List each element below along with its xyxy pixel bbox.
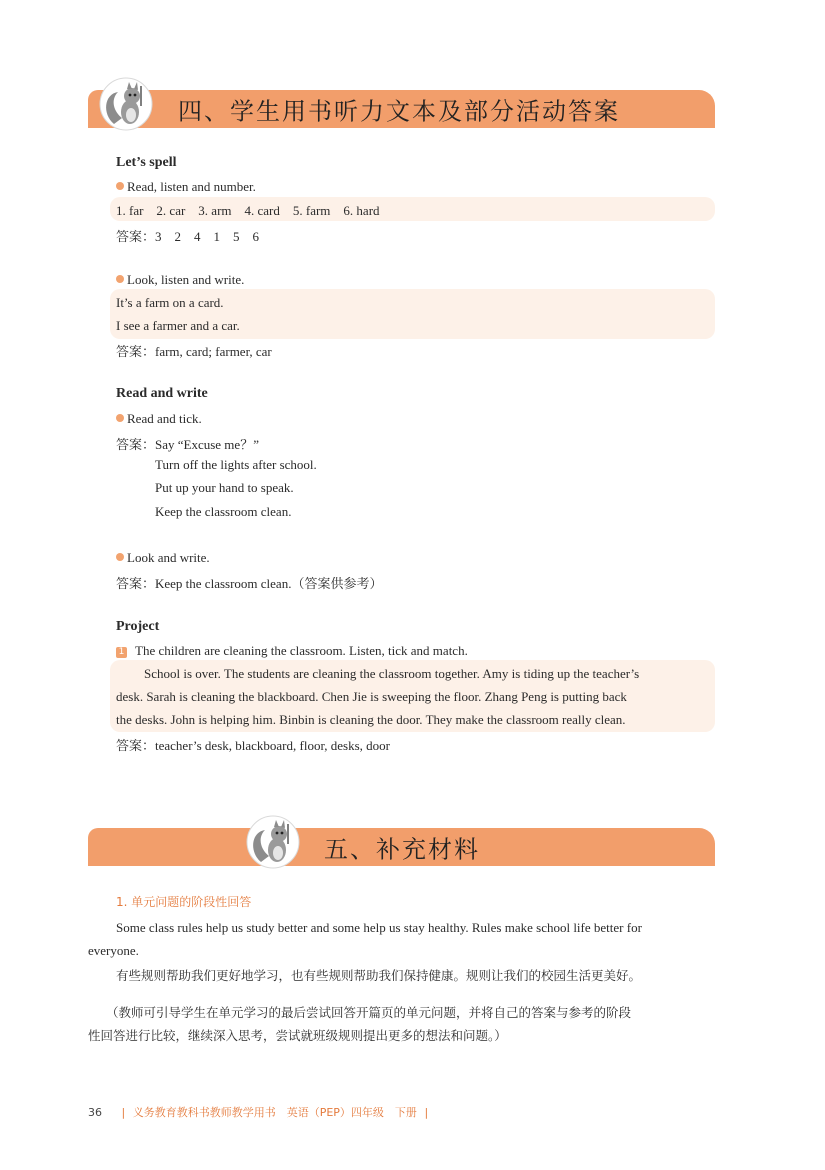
footer-divider: | (424, 1106, 429, 1119)
section4-title: 四、学生用书听力文本及部分活动答案 (178, 97, 620, 126)
bullet-icon (116, 414, 124, 422)
section5-cn-line: 有些规则帮助我们更好地学习，也有些规则帮助我们保持健康。规则让我们的校园生活更美好。 (116, 968, 642, 983)
project-para-line2: desk. Sarah is cleaning the blackboard. Chen Jie is sweeping the floor. Zhang Peng is putting back (116, 689, 627, 704)
footer-book-title: 义务教育教科书教师教学用书 英语（PEP）四年级 下册 (132, 1106, 417, 1119)
project-answer: 答案：teacher’s desk, blackboard, floor, desks, door (116, 738, 390, 753)
lets-spell-item1-instruction: Read, listen and number. (116, 179, 256, 195)
read-write-heading: Read and write (116, 386, 208, 401)
read-write-answer-line3: Put up your hand to speak. (155, 480, 294, 495)
number-badge: 1 (116, 647, 127, 658)
read-write-answer-line1: 答案：Say “Excuse me？” (116, 437, 259, 452)
section5-en-line1: Some class rules help us study better and some help us stay healthy. Rules make school life better for (116, 920, 642, 935)
lets-spell-text-line2: I see a farmer and a car. (116, 318, 240, 333)
project-para-line3: the desks. John is helping him. Binbin is cleaning the door. They make the classroom really clean. (116, 712, 626, 727)
lets-spell-item2-instruction: Look, listen and write. (116, 272, 244, 288)
read-write-item2-instruction: Look and write. (116, 550, 210, 566)
bullet-icon (116, 275, 124, 283)
squirrel-mascot-icon (96, 76, 156, 132)
section5-title: 五、补充材料 (324, 835, 480, 864)
bullet-icon (116, 553, 124, 561)
lets-spell-heading: Let’s spell (116, 155, 177, 170)
section5-banner (88, 828, 715, 866)
bullet-icon (116, 182, 124, 190)
project-instruction: 1 The children are cleaning the classroom. Listen, tick and match. (116, 643, 468, 659)
lets-spell-text-line1: It’s a farm on a card. (116, 295, 224, 310)
read-write-answer-line2: Turn off the lights after school. (155, 457, 317, 472)
project-para-line1: School is over. The students are cleaning the classroom together. Amy is tiding up the teacher’s (144, 666, 640, 681)
lets-spell-item2-answer: 答案：farm, card; farmer, car (116, 344, 272, 359)
lets-spell-item1-answer: 答案：3 2 4 1 5 6 (116, 229, 260, 244)
section5-en-line2: everyone. (88, 943, 139, 958)
read-write-item2-answer: 答案：Keep the classroom clean.（答案供参考） (116, 576, 383, 591)
section5-note-line1: （教师可引导学生在单元学习的最后尝试回答开篇页的单元问题，并将自己的答案与参考的阶段 (106, 1005, 632, 1020)
read-write-item1-instruction: Read and tick. (116, 411, 202, 427)
project-heading: Project (116, 619, 160, 634)
section5-sub-heading: 1. 单元问题的阶段性回答 (116, 895, 252, 909)
page-footer (88, 1104, 428, 1120)
section4-banner (88, 90, 715, 128)
page-number: 36 (88, 1106, 102, 1119)
lets-spell-words: 1. far 2. car 3. arm 4. card 5. farm 6. hard (116, 203, 380, 218)
section5-note-line2: 性回答进行比较，继续深入思考，尝试就班级规则提出更多的想法和问题。） (88, 1028, 507, 1043)
footer-divider: | (121, 1106, 126, 1119)
read-write-answer-line4: Keep the classroom clean. (155, 504, 292, 519)
squirrel-mascot-icon (243, 814, 303, 870)
